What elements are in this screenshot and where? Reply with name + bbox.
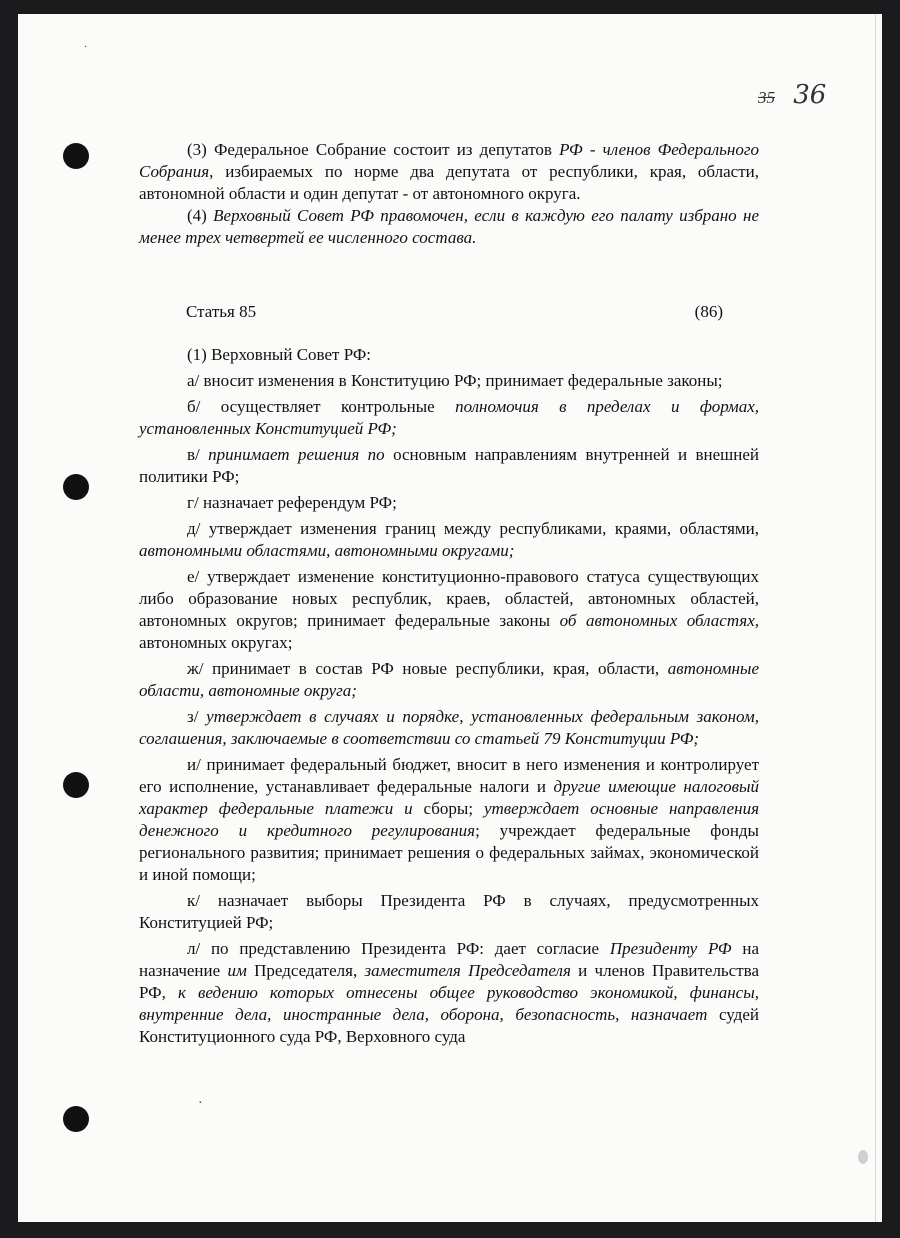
text-run: , избираемых по норме два депутата от республики, края, области, автономной области и один депутат - от автономного округа. — [139, 162, 759, 203]
text-run: сборы; — [412, 799, 484, 818]
paragraph — [139, 492, 759, 514]
text-run: основным направлениям внутренней и внешней политики РФ; — [139, 445, 760, 486]
text-run: (3) Федеральное Собрание состоит из депутатов — [187, 140, 560, 159]
page-number-corrected: 36 — [793, 80, 827, 110]
text-run: е/ утверждает изменение конституционно-правового статуса существующих либо образование новых республик, краев, областей, автономных областей, автономных округов; принимает федеральные законы — [139, 567, 759, 630]
paragraph — [139, 890, 759, 934]
scan-speck: · — [198, 1096, 203, 1111]
article-reference: (86) — [694, 302, 723, 321]
paragraph — [139, 706, 759, 750]
section-1 — [139, 139, 759, 249]
italic-text-run: утверждает в случаях и порядке, установленных федеральным законом, соглашения, заключаемые в соответствии со статьей 79 Конституции РФ; — [139, 707, 759, 748]
article-heading — [186, 302, 723, 322]
italic-text-run: заместителя Председателя — [364, 961, 571, 980]
paragraph — [139, 658, 759, 702]
paragraph — [139, 205, 759, 249]
text-run: судей Конституционного суда РФ, Верховного суда — [139, 1005, 759, 1046]
paragraph — [139, 444, 759, 488]
scan-stain — [858, 1150, 868, 1164]
punch-hole — [63, 143, 89, 169]
italic-text-run: полномочия в пределах и формах, установленных Конституцией РФ; — [139, 397, 759, 438]
paragraph — [139, 139, 759, 205]
text-run: б/ осуществляет контрольные — [187, 397, 456, 416]
text-run: и членов Правительства РФ, — [139, 961, 759, 1002]
italic-text-run: Верховный Совет РФ правомочен, если в каждую его палату избрано не менее трех четвертей ее численного состава. — [139, 206, 759, 247]
text-run: з/ — [187, 707, 207, 726]
text-run: к/ назначает выборы Президента РФ в случаях, предусмотренных Конституцией РФ; — [139, 891, 759, 932]
document-page — [18, 14, 882, 1222]
italic-text-run: автономными областями, автономными округами; — [139, 541, 515, 560]
italic-text-run: утверждает основные направления денежного и кредитного регулирования — [139, 799, 759, 840]
punch-hole — [63, 474, 89, 500]
text-run: Председателя, — [246, 961, 365, 980]
paragraph — [139, 754, 759, 886]
paragraph — [139, 938, 759, 1048]
section-2 — [139, 344, 759, 1048]
text-run: ; учреждает федеральные фонды регионального развития; принимает решения о федеральных займах, экономической и иной помощи; — [139, 821, 759, 884]
punch-hole — [63, 772, 89, 798]
scan-speck: · — [84, 42, 88, 53]
italic-text-run: принимает решения по — [208, 445, 385, 464]
text-run: в/ — [187, 445, 209, 464]
italic-text-run: РФ - членов Федерального Собрания — [139, 140, 759, 181]
paragraph — [139, 370, 759, 392]
paragraph — [139, 396, 759, 440]
page-number — [758, 80, 826, 110]
text-run: д/ утверждает изменения границ между республиками, краями, областями, — [187, 519, 759, 538]
text-run: г/ назначает референдум РФ; — [187, 493, 397, 512]
punch-hole — [63, 1106, 89, 1132]
text-run: (1) Верховный Совет РФ: — [187, 345, 372, 364]
paragraph — [139, 518, 759, 562]
text-run: на назначение — [139, 939, 759, 980]
text-run: а/ вносит изменения в Конституцию РФ; принимает федеральные законы; — [187, 371, 723, 390]
italic-text-run: Президенту РФ — [609, 939, 732, 958]
text-run: и/ принимает федеральный бюджет, вносит в него изменения и контролирует его исполнение, устанавливает федеральные налоги и — [139, 755, 759, 796]
text-run: ж/ принимает в состав РФ новые республики, края, области, — [187, 659, 668, 678]
page-number-original: 35 — [758, 88, 775, 107]
italic-text-run: другие имеющие налоговый характер федеральные платежи и — [139, 777, 760, 818]
italic-text-run: об автономных областях, — [559, 611, 760, 630]
paragraph — [139, 344, 759, 366]
text-run: автономных округах; — [139, 633, 293, 652]
italic-text-run: им — [227, 961, 247, 980]
text-run: (4) — [187, 206, 214, 225]
text-run: л/ по представлению Президента РФ: дает согласие — [187, 939, 610, 958]
article-title: Статья 85 — [186, 302, 257, 321]
paragraph — [139, 566, 759, 654]
italic-text-run: автономные области, автономные округа; — [139, 659, 759, 700]
italic-text-run: к ведению которых отнесены общее руководство экономикой, финансы, внутренние дела, иностранные дела, оборона, безопасность, назначает — [139, 983, 759, 1024]
